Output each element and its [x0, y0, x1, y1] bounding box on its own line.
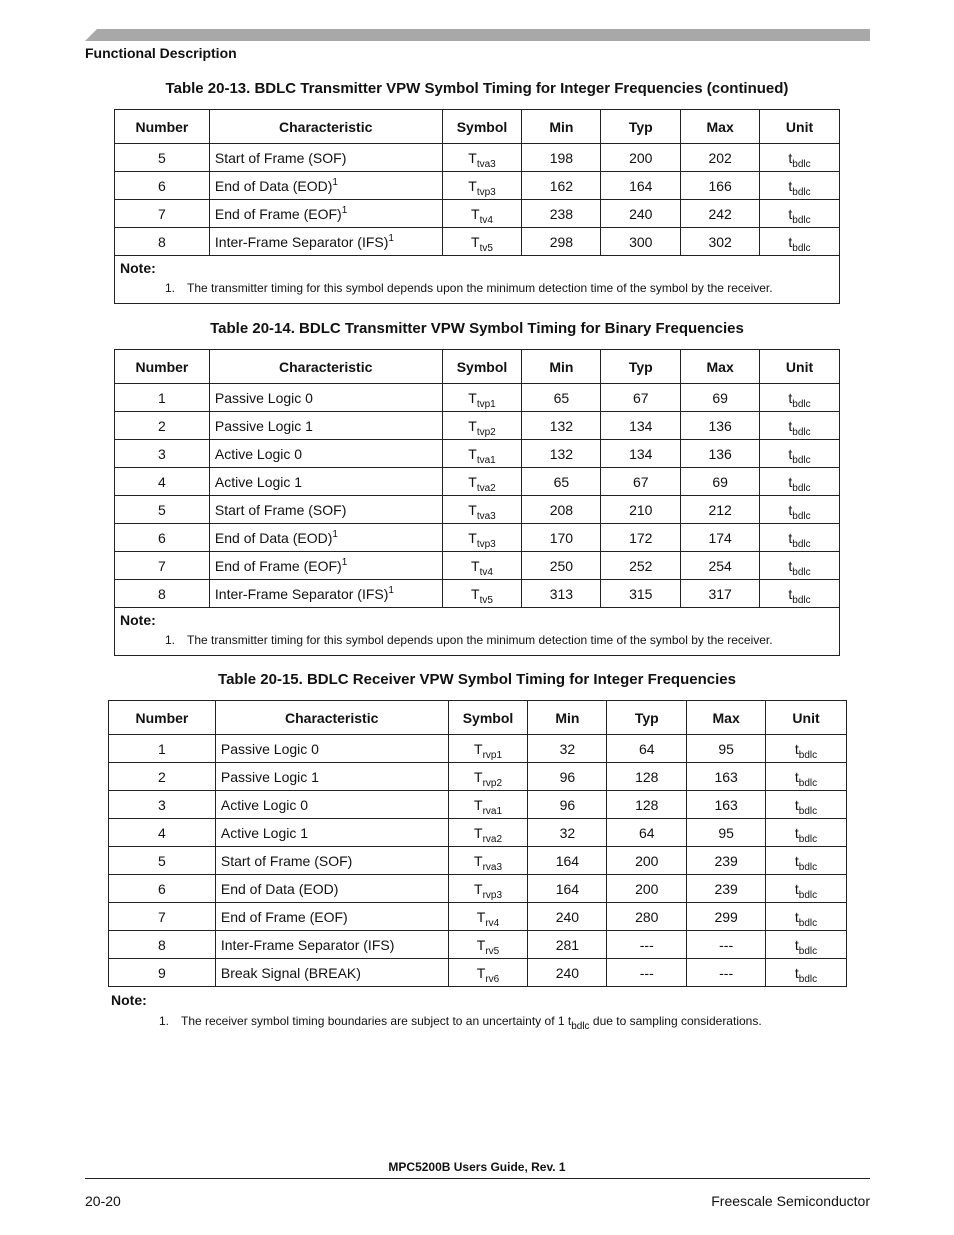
cell-min: 313	[522, 580, 601, 608]
header-bar-notch	[85, 29, 97, 41]
cell-symbol: $T_{tv5}$	[442, 580, 522, 608]
cell-typ: 134	[601, 440, 681, 468]
note-item: 1. The transmitter timing for this symbol depends upon the minimum detection time of the symbol by the receiver.	[165, 633, 773, 647]
cell-min: 132	[522, 440, 601, 468]
cell-unit: $t_{bdlc}$	[766, 791, 847, 819]
table-13	[114, 109, 840, 304]
cell-unit: $t_{bdlc}$	[760, 580, 840, 608]
cell-number: 6	[109, 875, 216, 903]
cell-min: 164	[528, 875, 607, 903]
cell-characteristic: End of Frame (EOF)$^1$	[209, 552, 442, 580]
footnote-ref: 1	[341, 204, 348, 216]
cell-min: 162	[522, 172, 601, 200]
cell-characteristic: Inter-Frame Separator (IFS)$^1$	[209, 580, 442, 608]
cell-max: 95	[687, 819, 766, 847]
footnote-ref: 1	[341, 556, 348, 568]
cell-typ: 240	[601, 200, 681, 228]
cell-characteristic: Inter-Frame Separator (IFS)$^1$	[209, 228, 442, 256]
cell-typ: 64	[607, 735, 687, 763]
footer-rule	[85, 1178, 870, 1179]
cell-number: 5	[109, 847, 216, 875]
cell-unit: $t_{bdlc}$	[760, 144, 840, 172]
cell-min: 32	[528, 819, 607, 847]
cell-min: 65	[522, 384, 601, 412]
cell-number: 8	[115, 580, 210, 608]
cell-unit: $t_{bdlc}$	[766, 931, 847, 959]
cell-unit: $t_{bdlc}$	[760, 384, 840, 412]
cell-characteristic: End of Data (EOD)$^1$	[209, 524, 442, 552]
cell-characteristic: Start of Frame (SOF)	[209, 144, 442, 172]
cell-min: 238	[522, 200, 601, 228]
cell-typ: 200	[601, 144, 681, 172]
cell-symbol: $T_{tva3}$	[442, 144, 522, 172]
cell-number: 3	[109, 791, 216, 819]
cell-symbol: $T_{rva3}$	[448, 847, 528, 875]
cell-typ: ---	[607, 959, 687, 987]
cell-typ: 134	[601, 412, 681, 440]
note-label: Note:	[120, 260, 156, 276]
cell-unit: $t_{bdlc}$	[760, 552, 840, 580]
column-header: Min	[528, 701, 607, 735]
table-row	[109, 959, 847, 987]
cell-symbol: $T_{tvp2}$	[442, 412, 522, 440]
cell-unit: $t_{bdlc}$	[766, 959, 847, 987]
cell-unit: $t_{bdlc}$	[760, 412, 840, 440]
cell-number: 2	[115, 412, 210, 440]
cell-symbol: $T_{tv4}$	[442, 552, 522, 580]
table-header-row	[115, 350, 840, 384]
cell-unit: $t_{bdlc}$	[760, 496, 840, 524]
cell-characteristic: Active Logic 1	[215, 819, 448, 847]
table-row	[109, 819, 847, 847]
cell-unit: $t_{bdlc}$	[766, 735, 847, 763]
cell-min: 164	[528, 847, 607, 875]
cell-characteristic: Break Signal (BREAK)	[215, 959, 448, 987]
cell-symbol: $T_{tvp3}$	[442, 524, 522, 552]
column-header: Unit	[766, 701, 847, 735]
table-row	[115, 468, 840, 496]
cell-max: 163	[687, 763, 766, 791]
cell-typ: 172	[601, 524, 681, 552]
cell-number: 6	[115, 524, 210, 552]
cell-symbol: $T_{rva2}$	[448, 819, 528, 847]
cell-typ: 128	[607, 791, 687, 819]
table-header-row	[109, 701, 847, 735]
cell-max: 239	[687, 875, 766, 903]
cell-min: 132	[522, 412, 601, 440]
column-header: Number	[115, 350, 210, 384]
cell-number: 5	[115, 144, 210, 172]
cell-typ: 164	[601, 172, 681, 200]
cell-characteristic: End of Frame (EOF)$^1$	[209, 200, 442, 228]
column-header: Symbol	[442, 110, 522, 144]
column-header: Max	[687, 701, 766, 735]
table-row	[109, 847, 847, 875]
table-row	[109, 763, 847, 791]
cell-characteristic: Active Logic 1	[209, 468, 442, 496]
cell-max: 254	[681, 552, 760, 580]
cell-max: 69	[681, 384, 760, 412]
column-header: Characteristic	[209, 110, 442, 144]
cell-typ: 210	[601, 496, 681, 524]
column-header: Number	[109, 701, 216, 735]
column-header: Max	[681, 110, 760, 144]
column-header: Max	[681, 350, 760, 384]
cell-unit: $t_{bdlc}$	[766, 903, 847, 931]
column-header: Unit	[760, 350, 840, 384]
footnote-ref: 1	[388, 584, 394, 596]
cell-symbol: $T_{tva1}$	[442, 440, 522, 468]
section-title: Functional Description	[85, 45, 237, 61]
cell-number: 4	[109, 819, 216, 847]
cell-typ: ---	[607, 931, 687, 959]
cell-characteristic: Passive Logic 1	[215, 763, 448, 791]
cell-unit: $t_{bdlc}$	[760, 172, 840, 200]
column-header: Unit	[760, 110, 840, 144]
table-row	[115, 524, 840, 552]
cell-number: 3	[115, 440, 210, 468]
cell-min: 198	[522, 144, 601, 172]
cell-characteristic: Start of Frame (SOF)	[209, 496, 442, 524]
table-row	[109, 931, 847, 959]
table-header-row	[115, 110, 840, 144]
table-row	[115, 172, 840, 200]
column-header: Min	[522, 350, 601, 384]
table-15-caption: Table 20-15. BDLC Receiver VPW Symbol Timing for Integer Frequencies	[218, 671, 736, 688]
cell-number: 7	[109, 903, 216, 931]
cell-characteristic: End of Data (EOD)$^1$	[209, 172, 442, 200]
cell-characteristic: Start of Frame (SOF)	[215, 847, 448, 875]
cell-min: 65	[522, 468, 601, 496]
cell-typ: 315	[601, 580, 681, 608]
cell-symbol: $T_{tva3}$	[442, 496, 522, 524]
cell-typ: 67	[601, 468, 681, 496]
cell-unit: $t_{bdlc}$	[760, 228, 840, 256]
cell-min: 170	[522, 524, 601, 552]
column-header: Number	[115, 110, 210, 144]
cell-symbol: $T_{tva2}$	[442, 468, 522, 496]
table-row	[115, 440, 840, 468]
table-row	[109, 791, 847, 819]
table-15	[108, 700, 847, 987]
cell-max: ---	[687, 931, 766, 959]
cell-max: 69	[681, 468, 760, 496]
cell-unit: $t_{bdlc}$	[766, 819, 847, 847]
cell-unit: $t_{bdlc}$	[766, 875, 847, 903]
cell-symbol: $T_{tv4}$	[442, 200, 522, 228]
footnote-ref: 1	[332, 176, 338, 188]
cell-symbol: $T_{tvp1}$	[442, 384, 522, 412]
cell-typ: 300	[601, 228, 681, 256]
table-row	[115, 552, 840, 580]
cell-number: 2	[109, 763, 216, 791]
cell-symbol: $T_{rv4}$	[448, 903, 528, 931]
table-note	[115, 256, 840, 304]
cell-max: 174	[681, 524, 760, 552]
cell-number: 1	[109, 735, 216, 763]
column-header: Typ	[601, 350, 681, 384]
cell-number: 6	[115, 172, 210, 200]
table-row	[115, 200, 840, 228]
cell-characteristic: Passive Logic 0	[215, 735, 448, 763]
cell-number: 4	[115, 468, 210, 496]
column-header: Symbol	[442, 350, 522, 384]
cell-min: 281	[528, 931, 607, 959]
cell-characteristic: Inter-Frame Separator (IFS)	[215, 931, 448, 959]
cell-number: 5	[115, 496, 210, 524]
note-label: Note:	[111, 992, 147, 1008]
cell-unit: $t_{bdlc}$	[760, 200, 840, 228]
cell-characteristic: Active Logic 0	[209, 440, 442, 468]
cell-symbol: $T_{rv6}$	[448, 959, 528, 987]
table-13-caption: Table 20-13. BDLC Transmitter VPW Symbol Timing for Integer Frequencies (continued)	[165, 80, 789, 97]
cell-max: 317	[681, 580, 760, 608]
cell-typ: 67	[601, 384, 681, 412]
cell-characteristic: End of Data (EOD)	[215, 875, 448, 903]
cell-unit: $t_{bdlc}$	[766, 763, 847, 791]
cell-unit: $t_{bdlc}$	[766, 847, 847, 875]
cell-symbol: $T_{tvp3}$	[442, 172, 522, 200]
table-row	[115, 384, 840, 412]
table-row	[115, 228, 840, 256]
table-row	[115, 144, 840, 172]
table-row	[115, 496, 840, 524]
table-row	[115, 580, 840, 608]
footnote-ref: 1	[388, 232, 394, 244]
table-14	[114, 349, 840, 656]
cell-symbol: $T_{rvp2}$	[448, 763, 528, 791]
document-title: MPC5200B Users Guide, Rev. 1	[388, 1160, 566, 1174]
page-number: 20-20	[85, 1193, 121, 1209]
cell-number: 7	[115, 200, 210, 228]
column-header: Symbol	[448, 701, 528, 735]
cell-max: 299	[687, 903, 766, 931]
cell-max: 136	[681, 412, 760, 440]
cell-max: 302	[681, 228, 760, 256]
footnote-ref: 1	[332, 528, 338, 540]
cell-symbol: $T_{rv5}$	[448, 931, 528, 959]
cell-typ: 64	[607, 819, 687, 847]
note-item: 1. The transmitter timing for this symbol depends upon the minimum detection time of the symbol by the receiver.	[165, 281, 773, 295]
cell-max: ---	[687, 959, 766, 987]
column-header: Characteristic	[215, 701, 448, 735]
column-header: Min	[522, 110, 601, 144]
cell-unit: $t_{bdlc}$	[760, 440, 840, 468]
table-row	[109, 903, 847, 931]
cell-max: 95	[687, 735, 766, 763]
cell-symbol: $T_{rvp3}$	[448, 875, 528, 903]
cell-symbol: $T_{rva1}$	[448, 791, 528, 819]
cell-number: 1	[115, 384, 210, 412]
cell-symbol: $T_{tv5}$	[442, 228, 522, 256]
table-row	[109, 735, 847, 763]
cell-characteristic: Passive Logic 1	[209, 412, 442, 440]
cell-characteristic: Active Logic 0	[215, 791, 448, 819]
cell-number: 8	[109, 931, 216, 959]
cell-number: 7	[115, 552, 210, 580]
column-header: Characteristic	[209, 350, 442, 384]
cell-unit: $t_{bdlc}$	[760, 468, 840, 496]
cell-typ: 200	[607, 847, 687, 875]
company-name: Freescale Semiconductor	[711, 1193, 870, 1209]
cell-max: 136	[681, 440, 760, 468]
cell-min: 96	[528, 791, 607, 819]
cell-max: 166	[681, 172, 760, 200]
table-14-caption: Table 20-14. BDLC Transmitter VPW Symbol Timing for Binary Frequencies	[210, 320, 744, 337]
table-row	[115, 412, 840, 440]
column-header: Typ	[601, 110, 681, 144]
cell-max: 242	[681, 200, 760, 228]
cell-min: 240	[528, 903, 607, 931]
cell-min: 240	[528, 959, 607, 987]
cell-max: 163	[687, 791, 766, 819]
cell-min: 32	[528, 735, 607, 763]
cell-characteristic: End of Frame (EOF)	[215, 903, 448, 931]
cell-min: 96	[528, 763, 607, 791]
note-item: 1. The receiver symbol timing boundaries are subject to an uncertainty of 1 $t_{bdlc}$ due to sampling considerations.	[159, 1014, 762, 1032]
table-15-note	[111, 992, 762, 1032]
header-bar	[85, 29, 870, 41]
cell-number: 8	[115, 228, 210, 256]
cell-unit: $t_{bdlc}$	[760, 524, 840, 552]
cell-min: 298	[522, 228, 601, 256]
cell-min: 250	[522, 552, 601, 580]
cell-characteristic: Passive Logic 0	[209, 384, 442, 412]
note-label: Note:	[120, 612, 156, 628]
cell-typ: 280	[607, 903, 687, 931]
cell-max: 239	[687, 847, 766, 875]
cell-typ: 128	[607, 763, 687, 791]
cell-symbol: $T_{rvp1}$	[448, 735, 528, 763]
cell-max: 202	[681, 144, 760, 172]
cell-typ: 200	[607, 875, 687, 903]
cell-max: 212	[681, 496, 760, 524]
column-header: Typ	[607, 701, 687, 735]
table-row	[109, 875, 847, 903]
cell-min: 208	[522, 496, 601, 524]
cell-number: 9	[109, 959, 216, 987]
cell-typ: 252	[601, 552, 681, 580]
table-note	[115, 608, 840, 656]
